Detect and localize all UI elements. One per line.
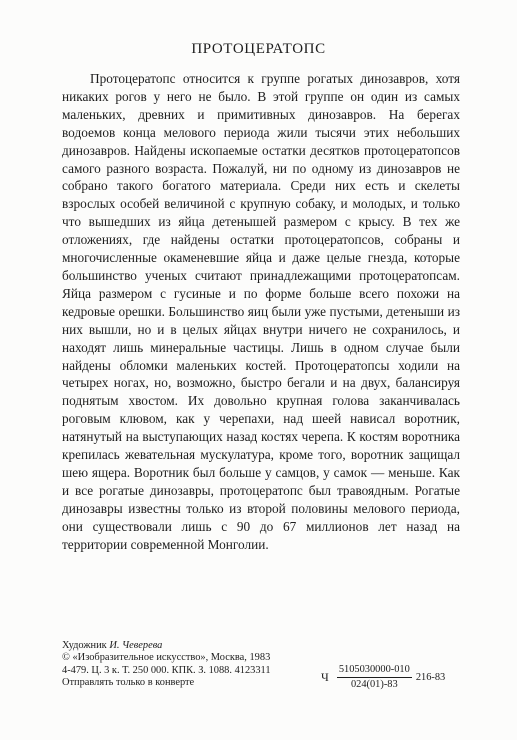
credits-block xyxy=(62,640,271,690)
catalog-suffix: 216-83 xyxy=(415,672,446,683)
article-body: Протоцератопс относится к группе рогатых динозавров, хотя никаких рогов у него не было. В этой группе он один из самых маленьких, древних и примитивных динозавров. На берегах водоемов конца мелового периода жили тысячи этих небольших динозавров. Найдены ископаемые остатки десятков протоцератопсов самого разного возраста. Пожалуй, ни по одному из динозавров не собрано такого богатого материала. Среди них есть и скелеты взрослых особей величиной с крупную собаку, и молодых, и только что вышедших из яйца детенышей размером с крысу. В тех же отложениях, где найдены остатки протоцератопсов, собраны и многочисленные окаменевшие яйца и даже целые гнезда, которые большинство ученых считают принадлежащими протоцератопсам. Яйца размером с гусиные и по форме больше всего похожи на кедровые орешки. Большинство яиц были уже пустыми, детеныши из них вышли, но и в целых яйцах внутри ничего не сохранилось, и находят лишь минеральные частицы. Лишь в одном случае были найдены обломки маленьких костей. Протоцератопсы ходили на четырех ногах, но, возможно, быстро бегали и на двух, балансируя поднятым хвостом. Их довольно крупная голова заканчивалась роговым клювом, как у черепахи, над шеей нависал воротник, натянутый на выступающих назад костях черепа. К костям воротника крепилась жевательная мускулатура, кроме того, воротник защищал шею ящера. Воротник был больше у самцов, у самок — меньше. Как и все рогатые динозавры, протоцератопс был травоядным. Рогатые динозавры известны только из второй половины мелового периода, они существовали лишь с 90 до 67 миллионов лет назад на территории современной Монголии. xyxy=(62,71,460,552)
artist-label: Художник xyxy=(62,640,107,651)
catalog-letter: Ч xyxy=(321,670,329,684)
catalog-code xyxy=(321,664,445,691)
catalog-denominator: 024(01)-83 xyxy=(350,679,398,690)
artist-credit xyxy=(62,640,271,652)
page-title: ПРОТОЦЕРАТОПС xyxy=(191,41,326,57)
catalog-fraction xyxy=(337,664,412,691)
print-info-line: 4-479. Ц. 3 к. Т. 250 000. КПК. З. 1088. 4123311 xyxy=(62,664,271,676)
artist-name: И. Чеверева xyxy=(109,640,163,651)
publisher-line: © «Изобразительное искусство», Москва, 1983 xyxy=(62,652,271,664)
mailing-note: Отправлять только в конверте xyxy=(62,677,195,689)
catalog-numerator: 5105030000-010 xyxy=(337,664,412,678)
